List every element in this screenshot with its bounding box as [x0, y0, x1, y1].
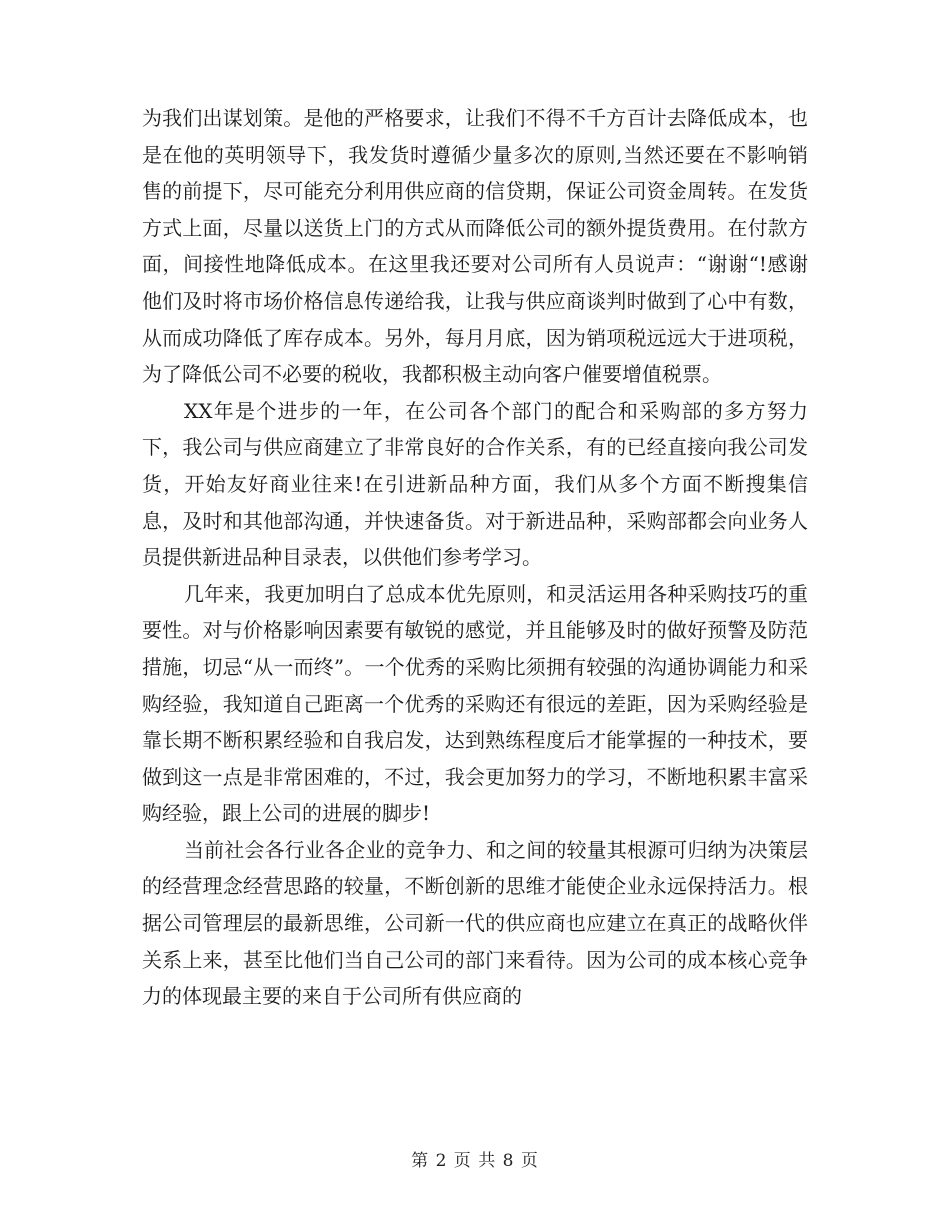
- paragraph-1: 为我们出谋划策。是他的严格要求，让我们不得不千方百计去降低成本，也是在他的英明领导下，我发货时遵循少量多次的原则,当然还要在不影响销售的前提下，尽可能充分利用供应商的信贷期，保证公司资金周转。在发货方式上面，尽量以送货上门的方式从而降低公司的额外提货费用。在付款方面，间接性地降低成本。在这里我还要对公司所有人员说声：“谢谢“!感谢他们及时将市场价格信息传递给我，让我与供应商谈判时做到了心中有数，从而成功降低了库存成本。另外，每月月底，因为销项税远远大于进项税，为了降低公司不必要的税收，我都积极主动向客户催要增值税票。: [142, 106, 808, 387]
- paragraph-3: 几年来，我更加明白了总成本优先原则，和灵活运用各种采购技巧的重要性。对与价格影响因素要有敏锐的感觉，并且能够及时的做好预警及防范措施，切忌“从一而终”。一个优秀的采购比须拥有较强的沟通协调能力和采购经验，我知道自己距离一个优秀的采购还有很远的差距，因为采购经验是靠长期不断积累经验和自我启发，达到熟练程度后才能掌握的一种技术，要做到这一点是非常困难的，不过，我会更加努力的学习，不断地积累丰富采购经验，跟上公司的进展的脚步!: [142, 581, 808, 826]
- paragraph-2: XX年是个进步的一年，在公司各个部门的配合和采购部的多方努力下，我公司与供应商建立了非常良好的合作关系，有的已经直接向我公司发货，开始友好商业往来!在引进新品种方面，我们从多个方面不断搜集信息，及时和其他部沟通，并快速备货。对于新进品种，采购部都会向业务人员提供新进品种目录表，以供他们参考学习。: [142, 398, 808, 570]
- page-footer: 第 2 页 共 8 页: [411, 1151, 539, 1171]
- document-body: [142, 100, 808, 1015]
- paragraph-4: 当前社会各行业各企业的竞争力、和之间的较量其根源可归纳为决策层的经营理念经营思路的较量，不断创新的思维才能使企业永远保持活力。根据公司管理层的最新思维，公司新一代的供应商也应建立在真正的战略伙伴关系上来，甚至比他们当自己公司的部门来看待。因为公司的成本核心竞争力的体现最主要的来自于公司所有供应商的: [142, 837, 808, 1009]
